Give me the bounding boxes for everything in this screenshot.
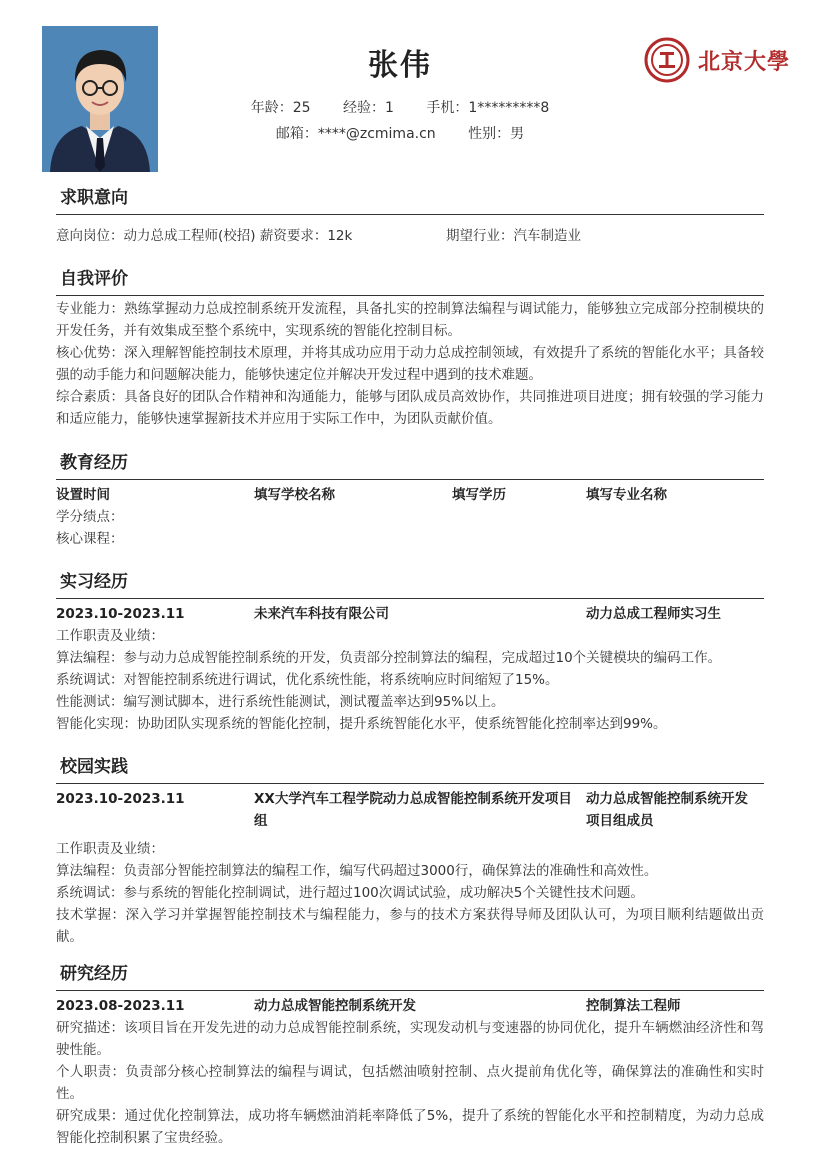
phone-value: 1*********8 [468, 100, 550, 116]
research-project: 动力总成智能控制系统开发 [254, 998, 416, 1014]
university-seal-icon [644, 37, 690, 83]
research-title: 研究经历 [56, 962, 764, 991]
research-line: 研究描述：该项目旨在开发先进的动力总成智能控制系统，实现发动机与变速器的协同优化，提升车辆燃油经济性和驾驶性能。 [56, 1020, 764, 1058]
self-evaluation-section [56, 267, 764, 430]
age-label: 年龄： [250, 100, 293, 116]
internship-role: 动力总成工程师实习生 [586, 606, 721, 622]
university-name-logo: 北京大學 [698, 49, 791, 75]
internship-section [56, 570, 764, 735]
intended-position: 意向岗位：动力总成工程师(校招) 薪资要求：12k [56, 228, 353, 244]
education-gpa: 学分绩点： [56, 509, 124, 525]
education-school: 填写学校名称 [254, 487, 335, 503]
research-line: 研究成果：通过优化控制算法，成功将车辆燃油消耗率降低了5%，提升了系统的智能化水平和控制精度，为动力总成智能化控制积累了宝贵经验。 [56, 1108, 764, 1146]
phone-item [426, 97, 549, 117]
gender-label: 性别： [468, 126, 511, 142]
gender-value: 男 [510, 126, 525, 142]
self-eval-paragraph: 专业能力：熟练掌握动力总成控制系统开发流程，具备扎实的控制算法编程与调试能力，能够独立完成部分控制模块的开发任务，并有效集成至整个系统中，实现系统的智能化控制目标。 [56, 301, 764, 339]
internship-line: 工作职责及业绩： [56, 628, 164, 644]
research-section [56, 962, 764, 1149]
campus-organization-line-2: 组 [254, 813, 268, 829]
campus-line: 系统调试：参与系统的智能化控制调试，进行超过100次调试试验，成功解决5个关键性技术问题。 [56, 885, 644, 901]
gender-item [468, 123, 524, 143]
education-major: 填写专业名称 [586, 487, 667, 503]
campus-role [586, 788, 764, 832]
phone-label: 手机： [426, 100, 469, 116]
campus-time: 2023.10-2023.11 [56, 791, 185, 807]
experience-value: 1 [385, 100, 394, 116]
education-degree: 填写学历 [452, 487, 506, 503]
expected-industry: 期望行业：汽车制造业 [446, 228, 581, 244]
job-intent-section [56, 186, 764, 247]
self-eval-paragraph: 综合素质：具备良好的团队合作精神和沟通能力，能够与团队成员高效协作，共同推进项目进度；拥有较强的学习能力和适应能力，能够快速掌握新技术并应用于实际工作中，为团队贡献价值。 [56, 389, 764, 427]
campus-role-line-1: 动力总成智能控制系统开发 [586, 791, 748, 807]
basic-info-line-1 [0, 97, 800, 117]
self-eval-paragraph: 核心优势：深入理解智能控制技术原理，并将其成功应用于动力总成控制领域，有效提升了系统的智能化水平；具备较强的动手能力和问题解决能力，能够快速定位并解决开发过程中遇到的技术难题。 [56, 345, 764, 383]
email-item [276, 123, 436, 143]
job-intent-title: 求职意向 [56, 186, 764, 215]
research-time: 2023.08-2023.11 [56, 998, 185, 1014]
basic-info-line-2 [0, 123, 800, 143]
experience-item [343, 97, 394, 117]
research-header-row [56, 995, 764, 1017]
campus-organization [254, 788, 586, 832]
age-value: 25 [292, 100, 311, 116]
campus-line: 技术掌握：深入学习并掌握智能控制技术与编程能力，参与的技术方案获得导师及团队认可，为项目顺利结题做出贡献。 [56, 907, 764, 945]
internship-line: 性能测试：编写测试脚本，进行系统性能测试，测试覆盖率达到95%以上。 [56, 694, 505, 710]
internship-line: 算法编程：参与动力总成智能控制系统的开发，负责部分控制算法的编程，完成超过10个关键模块的编码工作。 [56, 650, 722, 666]
self-evaluation-title: 自我评价 [56, 267, 764, 296]
education-header-row [56, 484, 764, 506]
campus-practice-section [56, 755, 764, 948]
experience-label: 经验： [343, 100, 386, 116]
campus-organization-line-1: XX大学汽车工程学院动力总成智能控制系统开发项目 [254, 791, 572, 807]
campus-line: 算法编程：负责部分智能控制算法的编程工作，编写代码超过3000行，确保算法的准确性和高效性。 [56, 863, 658, 879]
internship-line: 系统调试：对智能控制系统进行调试，优化系统性能，将系统响应时间缩短了15%。 [56, 672, 559, 688]
email-value: ****@zcmima.cn [317, 126, 436, 142]
research-role: 控制算法工程师 [586, 998, 681, 1014]
research-line: 个人职责：负责部分核心控制算法的编程与调试，包括燃油喷射控制、点火提前角优化等，确保算法的准确性和实时性。 [56, 1064, 764, 1102]
campus-line: 工作职责及业绩： [56, 841, 164, 857]
education-time: 设置时间 [56, 487, 110, 503]
campus-practice-title: 校园实践 [56, 755, 764, 784]
age-item [251, 97, 311, 117]
candidate-name: 张伟 [368, 48, 432, 83]
campus-role-line-2: 项目组成员 [586, 813, 654, 829]
internship-header-row [56, 603, 764, 625]
internship-company: 未来汽车科技有限公司 [254, 606, 389, 622]
internship-title: 实习经历 [56, 570, 764, 599]
university-logo [644, 37, 794, 83]
campus-header-row [56, 788, 764, 832]
job-intent-row [56, 225, 764, 247]
internship-time: 2023.10-2023.11 [56, 606, 185, 622]
email-label: 邮箱： [275, 126, 318, 142]
internship-line: 智能化实现：协助团队实现系统的智能化控制，提升系统智能化水平，使系统智能化控制率达到99%。 [56, 716, 667, 732]
education-title: 教育经历 [56, 451, 764, 480]
education-courses: 核心课程： [56, 531, 124, 547]
education-section [56, 451, 764, 550]
